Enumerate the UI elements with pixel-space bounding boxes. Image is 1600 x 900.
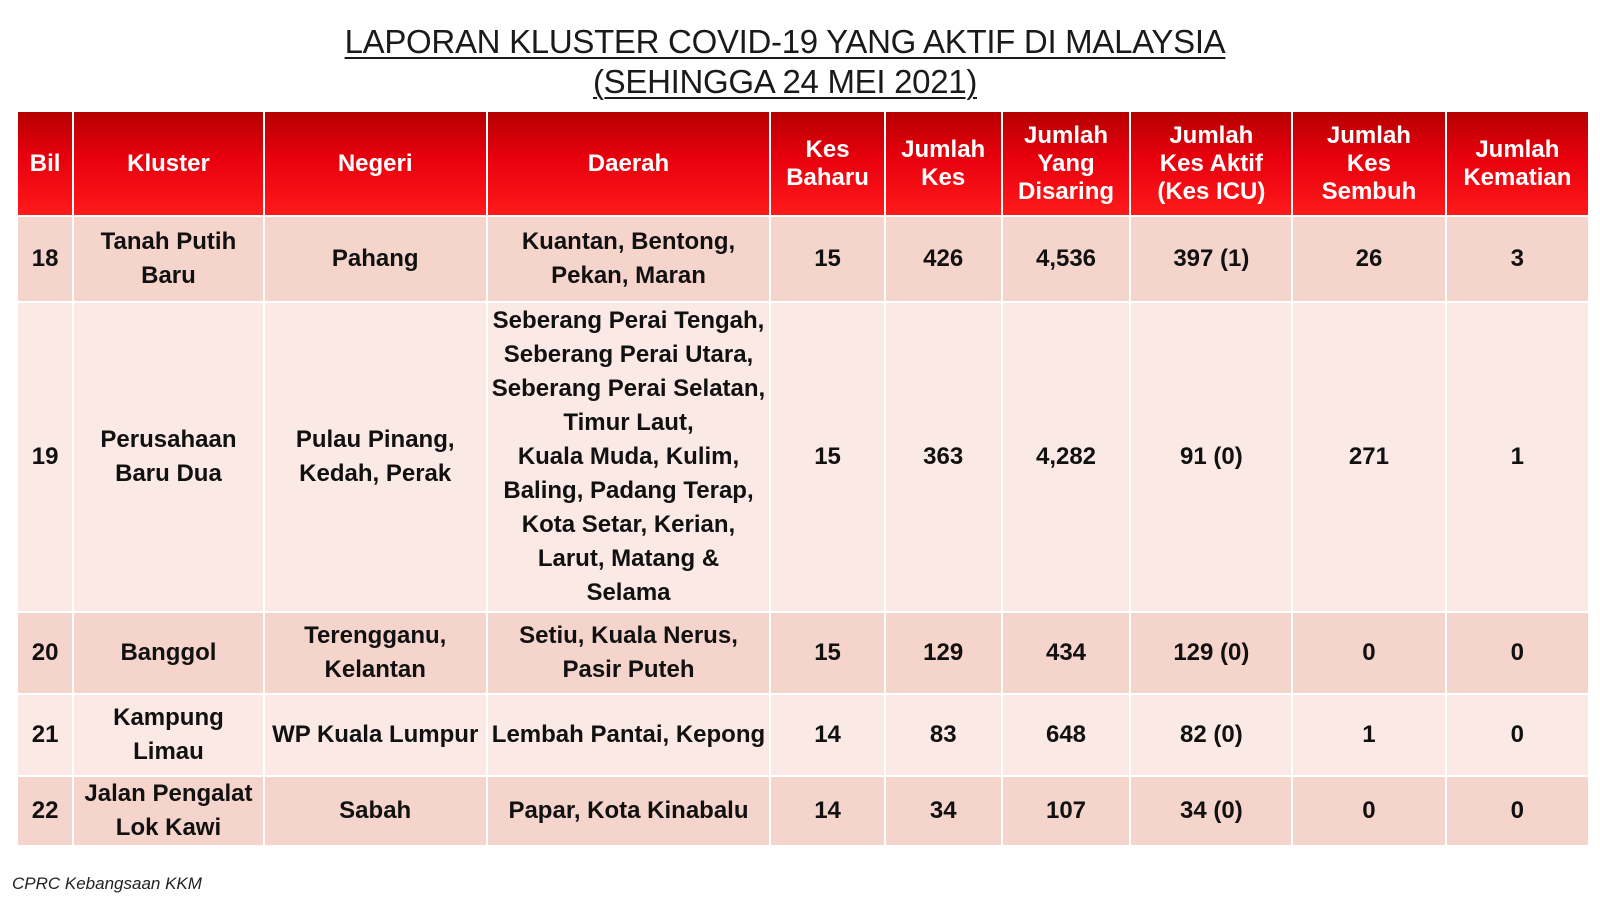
report-title-line-1: LAPORAN KLUSTER COVID-19 YANG AKTIF DI MALAYSIA (344, 23, 1226, 60)
cell-line: Sabah (339, 797, 412, 824)
cell-line: Perusahaan (100, 426, 237, 453)
cell-kluster (73, 302, 263, 612)
cell-line: Seberang Perai Selatan, (491, 375, 766, 402)
cell-line: WP Kuala Lumpur (272, 721, 479, 748)
header-kes-baharu (770, 111, 885, 216)
cell-line: Baru Dua (115, 460, 222, 487)
cell-line: Kes Aktif (1159, 149, 1263, 177)
cell-negeri (264, 302, 487, 612)
cell-line: Kuala Muda, Kulim, (517, 443, 740, 470)
header-jumlah-kes-sembuh (1292, 111, 1446, 216)
cell-bil: 21 (17, 694, 73, 776)
cell-line: (Kes ICU) (1157, 177, 1266, 205)
cell-jumlah-kes: 426 (885, 216, 1002, 302)
cell-kes-baharu: 14 (770, 776, 885, 846)
cell-daerah (487, 216, 770, 302)
cell-line: Limau (133, 738, 204, 765)
cell-daerah (487, 776, 770, 846)
table-row (17, 302, 1589, 612)
cell-line: Pasir Puteh (562, 656, 695, 683)
cell-line: Jumlah (1023, 121, 1109, 149)
cell-line: Kes (1346, 149, 1391, 177)
table-header-row (17, 111, 1589, 216)
cell-line: Yang (1037, 149, 1095, 177)
cell-jumlah-kes-sembuh: 0 (1292, 612, 1446, 694)
header-bil: Bil (17, 111, 73, 216)
cell-jumlah-kematian: 0 (1446, 776, 1589, 846)
cell-kes-baharu: 15 (770, 302, 885, 612)
cell-jumlah-kes-aktif: 129 (0) (1130, 612, 1292, 694)
header-kluster: Kluster (73, 111, 263, 216)
cell-line: Jumlah (1475, 135, 1560, 163)
cell-line: Jumlah (1326, 121, 1411, 149)
header-jumlah-disaring (1002, 111, 1131, 216)
cell-line: Lok Kawi (115, 814, 222, 841)
cell-line: Seberang Perai Tengah, (492, 307, 765, 334)
table-row (17, 612, 1589, 694)
cell-kes-baharu: 15 (770, 216, 885, 302)
cell-line: Timur Laut, (563, 409, 694, 436)
cell-bil: 19 (17, 302, 73, 612)
cell-bil: 18 (17, 216, 73, 302)
cell-line: Kelantan (324, 656, 426, 683)
cell-kes-baharu: 15 (770, 612, 885, 694)
cell-line: Kota Setar, Kerian, (521, 511, 736, 538)
cell-jumlah-kes-sembuh: 1 (1292, 694, 1446, 776)
cell-line: Banggol (120, 639, 217, 666)
cell-line: Kes (805, 135, 850, 163)
cell-kluster (73, 776, 263, 846)
cell-kluster (73, 694, 263, 776)
cell-jumlah-kes: 83 (885, 694, 1002, 776)
cell-line: Baharu (786, 163, 869, 191)
table-row (17, 216, 1589, 302)
cell-bil: 20 (17, 612, 73, 694)
cell-jumlah-disaring: 434 (1002, 612, 1131, 694)
cell-line: Disaring (1017, 177, 1115, 205)
header-jumlah-kes-aktif (1130, 111, 1292, 216)
cell-line: Kuantan, Bentong, (521, 228, 736, 255)
cell-jumlah-disaring: 648 (1002, 694, 1131, 776)
cell-kes-baharu: 14 (770, 694, 885, 776)
cell-line: Sembuh (1321, 177, 1417, 205)
cell-negeri (264, 776, 487, 846)
cell-line: Larut, Matang & (537, 545, 720, 572)
cell-jumlah-disaring: 4,536 (1002, 216, 1131, 302)
cell-line: Tanah Putih (100, 228, 237, 255)
cell-line: Pekan, Maran (551, 262, 706, 289)
header-negeri: Negeri (264, 111, 487, 216)
cell-jumlah-kematian: 0 (1446, 694, 1589, 776)
cell-jumlah-kes-sembuh: 26 (1292, 216, 1446, 302)
cluster-table (16, 110, 1590, 847)
cell-bil: 22 (17, 776, 73, 846)
cell-line: Papar, Kota Kinabalu (508, 797, 749, 824)
cell-jumlah-kematian: 3 (1446, 216, 1589, 302)
source-footnote: CPRC Kebangsaan KKM (12, 874, 202, 893)
cell-line: Baru (141, 262, 196, 289)
cell-line: Pahang (331, 245, 419, 272)
cell-line: Lembah Pantai, Kepong (491, 721, 766, 748)
cell-line: Kes (921, 163, 966, 191)
cell-line: Terengganu, (304, 622, 447, 649)
cell-line: Kematian (1463, 163, 1572, 191)
cell-jumlah-kes-sembuh: 0 (1292, 776, 1446, 846)
cell-daerah (487, 612, 770, 694)
cell-line: Seberang Perai Utara, (503, 341, 754, 368)
table-row (17, 776, 1589, 846)
cell-line: Kedah, Perak (299, 460, 452, 487)
cell-line: Baling, Padang Terap, (503, 477, 754, 504)
cell-negeri (264, 216, 487, 302)
cell-jumlah-kes: 34 (885, 776, 1002, 846)
cell-jumlah-disaring: 107 (1002, 776, 1131, 846)
cell-jumlah-kes-aktif: 34 (0) (1130, 776, 1292, 846)
cell-daerah (487, 302, 770, 612)
cell-jumlah-kes-aktif: 82 (0) (1130, 694, 1292, 776)
report-title (0, 22, 1570, 102)
header-daerah: Daerah (487, 111, 770, 216)
cell-jumlah-kes-sembuh: 271 (1292, 302, 1446, 612)
cell-line: Selama (586, 579, 671, 606)
cell-jumlah-kes-aktif: 397 (1) (1130, 216, 1292, 302)
cell-line: Pulau Pinang, (295, 426, 455, 453)
header-jumlah-kematian (1446, 111, 1589, 216)
cell-kluster (73, 216, 263, 302)
cell-jumlah-kes: 363 (885, 302, 1002, 612)
cell-line: Jumlah (1169, 121, 1254, 149)
cell-jumlah-kes-aktif: 91 (0) (1130, 302, 1292, 612)
cell-jumlah-kes: 129 (885, 612, 1002, 694)
header-jumlah-kes (885, 111, 1002, 216)
table-row (17, 694, 1589, 776)
cell-jumlah-disaring: 4,282 (1002, 302, 1131, 612)
cell-daerah (487, 694, 770, 776)
cell-line: Jalan Pengalat (84, 780, 253, 807)
cell-line: Kampung (113, 704, 224, 731)
cell-jumlah-kematian: 0 (1446, 612, 1589, 694)
cell-kluster (73, 612, 263, 694)
cell-jumlah-kematian: 1 (1446, 302, 1589, 612)
report-title-line-2: (SEHINGGA 24 MEI 2021) (592, 63, 978, 100)
cell-line: Setiu, Kuala Nerus, (519, 622, 738, 649)
cell-negeri (264, 612, 487, 694)
cell-negeri (264, 694, 487, 776)
cell-line: Jumlah (901, 135, 986, 163)
